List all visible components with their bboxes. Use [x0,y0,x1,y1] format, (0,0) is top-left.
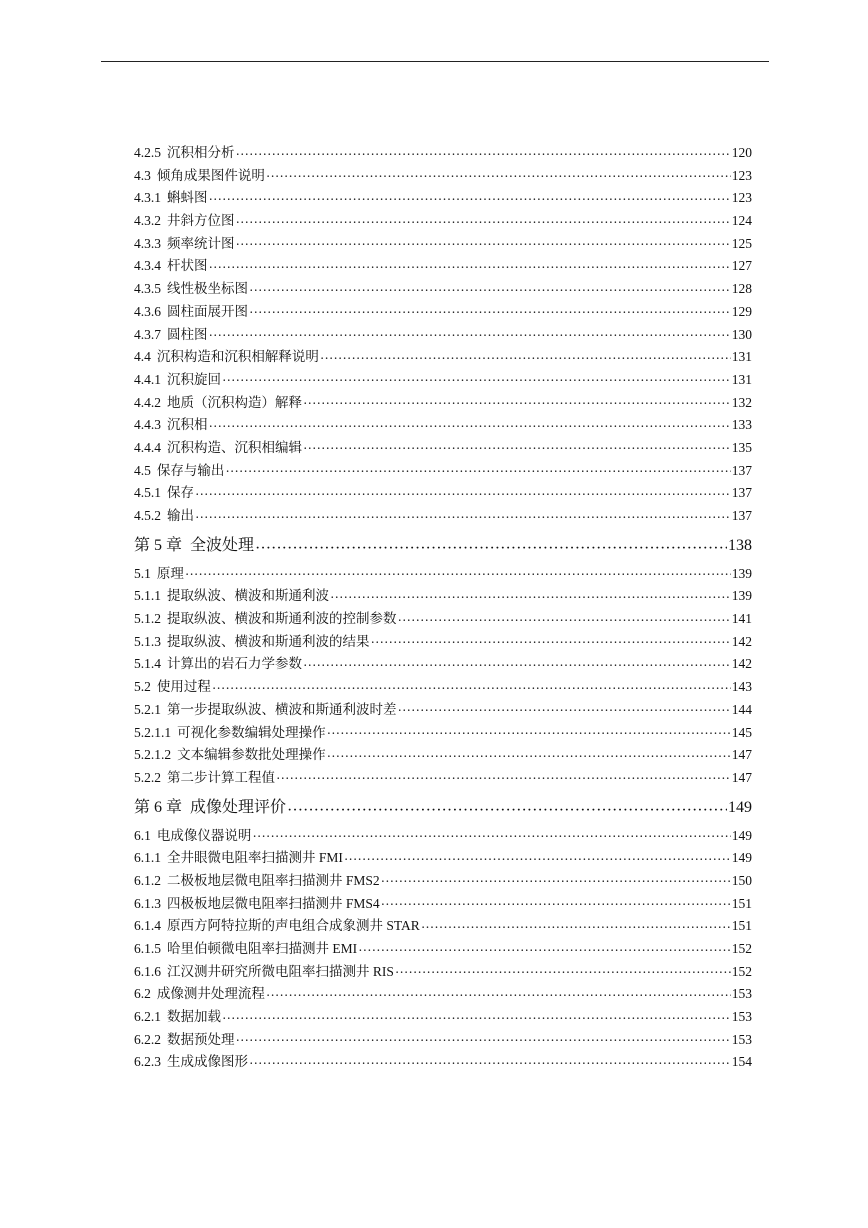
toc-entry-page-number: 123 [731,190,752,206]
toc-dot-leader [249,280,731,294]
toc-dot-leader [222,1008,731,1022]
toc-entry[interactable] [134,915,752,938]
toc-entry-title: 电成像仪器说明 [156,827,252,843]
toc-entry-page-number: 137 [731,508,752,523]
toc-dot-leader [266,985,731,999]
toc-entry-page-number: 124 [731,213,752,229]
toc-entry[interactable] [134,1006,752,1029]
toc-entry-title: 提取纵波、横波和斯通利波的结果 [167,633,370,649]
toc-entry-title: 数据预处理 [167,1031,235,1047]
toc-dot-leader [195,507,731,521]
toc-entry-page-number: 131 [731,371,752,387]
toc-entry-page-number: 123 [731,167,752,183]
toc-entry-title: 生成成像图形 [167,1054,248,1070]
toc-entry-title: 使用过程 [156,679,211,695]
toc-entry-title: 沉积旋回 [167,371,221,387]
toc-entry-number: 6.2.3 [134,1054,161,1070]
toc-dot-leader [212,678,731,692]
toc-entry[interactable] [134,437,752,460]
toc-dot-leader [249,1053,731,1067]
toc-entry-number: 5.1.2 [134,611,161,627]
toc-entry-title: 四极板地层微电阻率扫描测井 FMS4 [167,895,380,911]
toc-entry[interactable] [134,847,752,870]
toc-entry-title: 文本编辑参数批处理操作 [177,747,326,763]
toc-entry-number: 4.3.2 [134,213,161,229]
toc-entry-page-number: 150 [731,872,752,888]
toc-entry-page-number: 125 [731,235,752,251]
toc-entry-number: 4.3.6 [134,303,161,319]
toc-entry[interactable] [134,324,752,347]
toc-entry[interactable] [134,563,752,586]
toc-entry[interactable] [134,961,752,984]
toc-entry-page-number: 129 [731,303,752,319]
toc-entry-page-number: 137 [731,485,752,501]
toc-entry[interactable] [134,233,752,256]
toc-entry[interactable] [134,255,752,278]
toc-entry-title: 线性极坐标图 [167,281,248,297]
toc-entry-title: 沉积构造、沉积相编辑 [167,439,302,455]
toc-entry[interactable] [134,210,752,233]
toc-entry-page-number: 144 [731,701,752,717]
toc-entry-number: 5.2.2 [134,769,161,785]
toc-entry[interactable] [134,676,752,699]
toc-entry-title: 频率统计图 [167,235,235,251]
toc-entry-page-number: 149 [731,850,752,866]
toc-entry-number: 第 6 章 [134,798,183,816]
toc-dot-leader [344,849,731,863]
toc-entry-number: 6.2 [134,986,151,1002]
toc-entry-title: 哈里伯顿微电阻率扫描测井 EMI [167,941,358,956]
toc-entry-page-number: 138 [728,536,752,554]
toc-entry-title: 成像测井处理流程 [156,986,265,1002]
toc-chapter-entry[interactable] [134,793,752,823]
toc-dot-leader [266,166,731,180]
toc-dot-leader [330,587,731,601]
toc-entry[interactable] [134,1051,752,1074]
toc-entry-title: 提取纵波、横波和斯通利波 [167,588,329,604]
toc-dot-leader [255,534,727,550]
toc-entry-page-number: 141 [731,611,752,627]
toc-entry-title: 成像处理评价 [190,798,287,816]
toc-dot-leader [222,370,731,384]
toc-entry[interactable] [134,278,752,301]
toc-entry-title: 保存 [167,485,194,501]
toc-entry[interactable] [134,983,752,1006]
toc-entry[interactable] [134,460,752,483]
toc-entry[interactable] [134,608,752,631]
toc-entry-page-number: 128 [731,281,752,297]
toc-entry-title: 第二步计算工程值 [167,769,275,785]
toc-entry-number: 4.4 [134,349,151,365]
toc-entry[interactable] [134,301,752,324]
toc-entry[interactable] [134,744,752,767]
toc-entry[interactable] [134,870,752,893]
toc-entry-page-number: 142 [731,633,752,649]
toc-entry-page-number: 153 [731,986,752,1002]
toc-entry-number: 4.3.1 [134,190,161,206]
toc-entry-number: 4.5.2 [134,508,161,523]
table-of-contents [134,142,752,1074]
toc-entry-number: 4.3.3 [134,235,161,251]
toc-dot-leader [303,393,731,407]
toc-entry-number: 6.2.1 [134,1009,161,1025]
toc-dot-leader [327,746,731,760]
toc-dot-leader [249,302,731,316]
toc-entry[interactable] [134,142,752,165]
toc-dot-leader [327,723,731,737]
toc-dot-leader [320,348,731,362]
toc-entry-title: 提取纵波、横波和斯通利波的控制参数 [167,611,397,627]
toc-entry-page-number: 154 [731,1054,752,1070]
toc-entry-title: 数据加载 [167,1009,221,1025]
toc-entry-page-number: 145 [731,724,752,740]
toc-entry-title: 沉积相 [167,417,208,433]
toc-entry-page-number: 131 [731,349,752,365]
toc-dot-leader [303,655,731,669]
toc-entry-title: 原西方阿特拉斯的声电组合成象测井 STAR [167,918,420,934]
toc-entry-title: 圆柱面展开图 [167,303,248,319]
toc-entry[interactable] [134,392,752,415]
toc-entry-page-number: 149 [728,798,752,816]
toc-entry-title: 圆柱图 [167,326,208,342]
toc-entry-page-number: 127 [731,258,752,274]
toc-entry[interactable] [134,699,752,722]
toc-chapter-entry[interactable] [134,531,752,561]
toc-entry-number: 4.4.2 [134,394,161,410]
toc-entry-page-number: 149 [731,827,752,843]
toc-entry-page-number: 135 [731,439,752,455]
toc-entry-number: 6.1.5 [134,941,161,956]
header-rule [101,61,769,62]
toc-dot-leader [209,416,731,430]
toc-dot-leader [236,234,731,248]
toc-entry-number: 4.5 [134,462,151,478]
toc-dot-leader [421,917,731,931]
toc-entry-number: 5.2.1.1 [134,724,172,740]
toc-entry-number: 4.4.1 [134,371,161,387]
toc-entry-number: 5.1.4 [134,656,161,672]
toc-entry-number: 4.5.1 [134,485,161,501]
toc-entry-number: 4.3.5 [134,281,161,297]
toc-entry-title: 沉积构造和沉积相解释说明 [156,349,319,365]
toc-dot-leader [236,144,731,158]
toc-entry[interactable] [134,893,752,916]
toc-entry[interactable] [134,1029,752,1052]
toc-entry[interactable] [134,414,752,437]
toc-entry-page-number: 143 [731,679,752,695]
toc-entry-number: 5.1.1 [134,588,161,604]
toc-entry-page-number: 132 [731,394,752,410]
toc-entry[interactable] [134,653,752,676]
toc-entry[interactable] [134,722,752,745]
toc-dot-leader [185,564,731,578]
toc-entry-number: 4.3 [134,167,151,183]
toc-entry-page-number: 133 [731,417,752,433]
toc-entry-page-number: 142 [731,656,752,672]
toc-entry-number: 6.1.6 [134,963,161,979]
toc-entry-page-number: 152 [731,963,752,979]
toc-entry-title: 江汉测井研究所微电阻率扫描测井 RIS [167,963,394,979]
toc-entry-number: 5.2 [134,679,151,695]
toc-entry-number: 4.3.7 [134,326,161,342]
toc-entry-title: 蝌蚪图 [167,190,208,206]
toc-entry-title: 井斜方位图 [167,213,235,229]
toc-entry-title: 杆状图 [167,258,208,274]
toc-entry-page-number: 147 [731,769,752,785]
toc-dot-leader [252,826,730,840]
toc-dot-leader [209,189,731,203]
toc-entry-title: 全井眼微电阻率扫描测井 FMI [167,850,343,866]
toc-entry-page-number: 139 [731,565,752,581]
toc-entry-number: 5.1 [134,565,151,581]
toc-entry-title: 可视化参数编辑处理操作 [177,724,326,740]
toc-entry-page-number: 151 [731,918,752,934]
toc-entry-title: 计算出的岩石力学参数 [167,656,302,672]
toc-entry-page-number: 152 [731,941,752,956]
toc-entry-title: 地质（沉积构造）解释 [167,394,302,410]
toc-entry[interactable] [134,346,752,369]
toc-entry-number: 5.2.1 [134,701,161,717]
toc-entry[interactable] [134,165,752,188]
toc-entry-number: 4.4.4 [134,439,161,455]
toc-entry-number: 6.2.2 [134,1031,161,1047]
toc-entry-title: 全波处理 [190,536,255,554]
toc-entry-number: 6.1 [134,827,151,843]
toc-entry[interactable] [134,631,752,654]
toc-entry-number: 6.1.1 [134,850,161,866]
toc-entry-number: 5.1.3 [134,633,161,649]
toc-dot-leader [395,962,731,976]
toc-dot-leader [236,212,731,226]
toc-dot-leader [381,871,731,885]
toc-entry-page-number: 139 [731,588,752,604]
toc-dot-leader [398,700,731,714]
toc-entry-title: 沉积相分析 [167,145,235,160]
toc-dot-leader [276,768,731,782]
toc-entry-page-number: 151 [731,895,752,911]
toc-dot-leader [225,461,730,475]
toc-dot-leader [371,632,731,646]
toc-dot-leader [303,438,731,452]
toc-entry-number: 6.1.4 [134,918,161,934]
toc-entry-page-number: 153 [731,1031,752,1047]
toc-entry[interactable] [134,369,752,392]
toc-entry-title: 输出 [167,508,194,523]
toc-entry-number: 5.2.1.2 [134,747,172,763]
toc-entry-number: 第 5 章 [134,536,183,554]
toc-entry-title: 保存与输出 [156,462,225,478]
toc-dot-leader [287,796,727,812]
toc-entry[interactable] [134,187,752,210]
toc-entry[interactable] [134,938,752,961]
toc-entry-title: 原理 [156,565,184,581]
toc-dot-leader [381,894,731,908]
toc-dot-leader [236,1030,731,1044]
toc-entry[interactable] [134,767,752,790]
toc-entry-title: 倾角成果图件说明 [156,167,265,183]
toc-entry-page-number: 147 [731,747,752,763]
toc-entry[interactable] [134,482,752,505]
toc-entry-title: 第一步提取纵波、横波和斯通利波时差 [167,701,397,717]
toc-dot-leader [398,610,731,624]
toc-entry-page-number: 120 [731,145,752,160]
toc-entry-page-number: 130 [731,326,752,342]
toc-entry[interactable] [134,825,752,848]
toc-entry-page-number: 153 [731,1009,752,1025]
toc-entry-page-number: 137 [731,462,752,478]
toc-dot-leader [358,940,731,954]
toc-dot-leader [209,325,731,339]
toc-dot-leader [195,484,731,498]
toc-dot-leader [209,257,731,271]
toc-entry-number: 4.4.3 [134,417,161,433]
toc-entry-number: 4.2.5 [134,145,161,160]
toc-entry-number: 4.3.4 [134,258,161,274]
toc-entry[interactable] [134,585,752,608]
toc-entry-title: 二极板地层微电阻率扫描测井 FMS2 [167,872,380,888]
toc-entry-number: 6.1.2 [134,872,161,888]
toc-entry-number: 6.1.3 [134,895,161,911]
toc-entry[interactable] [134,505,752,528]
